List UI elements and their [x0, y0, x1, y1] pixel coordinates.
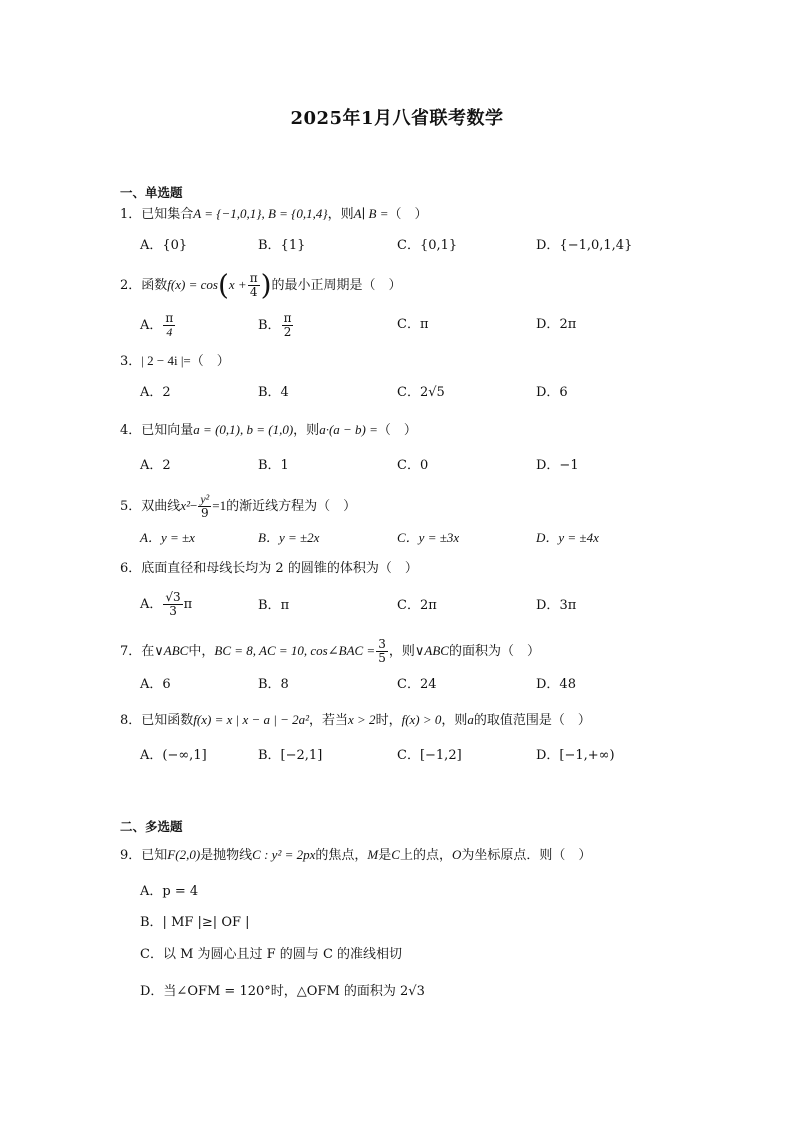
option-d: D．6	[536, 385, 568, 400]
option-letter: C．	[397, 317, 420, 332]
option-value: π	[183, 597, 193, 612]
question-text: 的取值范围是	[473, 713, 552, 728]
fraction	[248, 272, 260, 299]
question-text: 中，	[188, 644, 215, 659]
fraction	[198, 493, 211, 520]
answer-blank: （ ）	[362, 278, 402, 293]
question-text: 时，	[375, 713, 402, 728]
option-b	[258, 312, 294, 339]
option-b: B．{1}	[258, 238, 306, 253]
math-expression: f(x) = cos	[167, 277, 218, 292]
question-text: 上的点，	[399, 848, 452, 863]
option-letter: D．	[536, 598, 560, 613]
fraction-denominator: 5	[378, 651, 386, 665]
math-variable: M	[367, 847, 379, 862]
fraction-denominator: 3	[169, 604, 177, 618]
option-letter: A．	[140, 597, 163, 612]
answer-blank: （ ）	[190, 354, 230, 369]
option-c: C．0	[397, 458, 429, 473]
option-c	[397, 597, 437, 615]
option-d	[536, 597, 576, 615]
fraction-numerator: π	[249, 271, 258, 285]
fraction-numerator: y²	[200, 492, 210, 506]
option-a: A．p = 4	[140, 884, 199, 899]
question-text: 的最小正周期是	[271, 278, 363, 293]
question-text: 是抛物线	[200, 848, 253, 863]
question-text: 为坐标原点．则	[461, 848, 553, 863]
question-number: 1．	[120, 207, 142, 222]
question-text: ，则	[293, 423, 320, 438]
option-letter: D．	[536, 317, 560, 332]
question-3	[120, 352, 230, 371]
fraction-numerator: √3	[165, 590, 181, 604]
question-text: 函数	[141, 278, 168, 293]
question-7	[120, 638, 540, 665]
question-9	[120, 846, 591, 865]
answer-blank: （ ）	[388, 207, 428, 222]
option-c: C．{0,1}	[397, 238, 458, 253]
question-number: 7．	[120, 644, 142, 659]
question-2	[120, 268, 402, 302]
option-b: B．4	[258, 385, 289, 400]
option-value: π	[419, 317, 429, 332]
question-text: 已知向量	[141, 423, 194, 438]
option-c: C．[−1,2]	[397, 748, 462, 763]
fraction-denominator: 2	[283, 325, 292, 339]
fraction	[282, 312, 294, 339]
page-title: 2025年1月八省联考数学	[290, 108, 504, 129]
option-value: 3π	[559, 598, 577, 613]
section-heading-multiple-choice: 二、多选题	[120, 819, 183, 834]
option-a	[140, 312, 176, 339]
answer-blank: （ ）	[317, 499, 357, 514]
question-text: 底面直径和母线长均为 2 的圆锥的体积为	[141, 561, 379, 576]
question-text: 已知	[141, 848, 168, 863]
fraction	[163, 312, 175, 339]
option-c: C．y = ±3x	[397, 530, 460, 545]
option-value: 2π	[559, 317, 577, 332]
answer-blank: （ ）	[378, 561, 418, 576]
math-expression: f(x) = x | x − a | − 2a²	[193, 712, 309, 727]
math-expression: BC = 8, AC = 10, cos∠BAC =	[214, 643, 376, 658]
math-expression: ABC	[163, 643, 189, 658]
question-number: 4．	[120, 423, 142, 438]
fraction-numerator: 3	[378, 637, 386, 651]
math-expression: | 2 − 4i |=	[141, 353, 191, 368]
option-a	[140, 591, 192, 618]
math-expression: f(x) > 0	[401, 712, 442, 727]
question-number: 6．	[120, 561, 142, 576]
math-expression: =1	[212, 498, 227, 513]
option-letter: C．	[397, 598, 420, 613]
question-number: 2．	[120, 278, 142, 293]
question-number: 8．	[120, 713, 142, 728]
math-expression: A∣ B =	[353, 206, 389, 221]
question-text: ，若当	[309, 713, 349, 728]
math-variable: O	[451, 847, 462, 862]
option-b: B．8	[258, 677, 289, 692]
option-d: D．[−1,+∞)	[536, 748, 615, 763]
question-text: 在∨	[141, 644, 164, 659]
option-letter: B．	[258, 318, 281, 333]
question-number: 9．	[120, 848, 142, 863]
option-d: D．y = ±4x	[536, 530, 599, 545]
left-paren: (	[217, 268, 229, 302]
question-text: 双曲线	[141, 499, 181, 514]
math-expression: F(2,0)	[167, 847, 201, 862]
option-a: A．y = ±x	[140, 530, 195, 545]
answer-blank: （ ）	[500, 644, 540, 659]
right-paren: )	[260, 268, 272, 302]
answer-blank: （ ）	[377, 423, 417, 438]
question-text: ，则	[441, 713, 468, 728]
option-a: A．6	[140, 677, 171, 692]
math-expression: A = {−1,0,1}, B = {0,1,4}	[193, 206, 328, 221]
option-b: B．[−2,1]	[258, 748, 323, 763]
math-variable: C	[391, 847, 400, 862]
option-a: A．2	[140, 458, 171, 473]
question-8	[120, 711, 591, 730]
math-expression: ABC	[424, 643, 449, 658]
option-d: D．{−1,0,1,4}	[536, 238, 633, 253]
fraction-denominator: 4	[249, 285, 258, 299]
question-1	[120, 205, 428, 224]
fraction-denominator: 9	[200, 506, 209, 520]
fraction	[163, 591, 182, 618]
fraction	[376, 638, 388, 665]
math-expression: a = (0,1), b = (1,0)	[193, 422, 294, 437]
question-number: 3．	[120, 354, 142, 369]
option-c	[397, 316, 429, 334]
option-b: B．y = ±2x	[258, 530, 320, 545]
answer-blank: （ ）	[551, 713, 591, 728]
option-value: π	[280, 598, 290, 613]
question-text: ，则∨	[388, 644, 425, 659]
option-value: 2π	[419, 598, 437, 613]
option-b: B．| MF |≥| OF |	[140, 915, 250, 930]
question-6	[120, 560, 418, 578]
question-4	[120, 421, 417, 440]
math-operator: −	[189, 498, 198, 513]
option-b	[258, 597, 289, 615]
option-c: C．24	[397, 677, 437, 692]
question-text: ，则	[327, 207, 354, 222]
option-a: A．(−∞,1]	[140, 748, 207, 763]
math-expression: x > 2	[348, 712, 376, 727]
answer-blank: （ ）	[552, 848, 592, 863]
fraction-numerator: π	[283, 311, 292, 325]
question-text: 是	[378, 848, 392, 863]
option-c: C．以 M 为圆心且过 F 的圆与 C 的准线相切	[140, 947, 403, 962]
option-letter: B．	[258, 598, 281, 613]
option-d: D．−1	[536, 458, 579, 473]
option-d	[536, 316, 576, 334]
question-text: 已知集合	[141, 207, 194, 222]
option-d: D．48	[536, 677, 576, 692]
option-b: B．1	[258, 458, 289, 473]
question-text: 的渐近线方程为	[226, 499, 318, 514]
option-d: D．当∠OFM = 120°时，△OFM 的面积为 2√3	[140, 984, 425, 999]
math-expression: x +	[228, 277, 247, 292]
question-5	[120, 493, 356, 520]
math-variable: a	[467, 712, 474, 727]
option-a: A．{0}	[140, 238, 188, 253]
question-text: 已知函数	[141, 713, 194, 728]
option-letter: A．	[140, 318, 163, 333]
section-heading-single-choice: 一、单选题	[120, 185, 183, 200]
question-number: 5．	[120, 499, 142, 514]
fraction-denominator: 4	[166, 325, 173, 339]
fraction-numerator: π	[165, 311, 174, 325]
math-expression: a·(a − b) =	[319, 422, 378, 437]
option-c: C．2√5	[397, 385, 445, 400]
question-text: 的面积为	[448, 644, 501, 659]
option-a: A．2	[140, 385, 171, 400]
math-expression: C : y² = 2px	[252, 847, 316, 862]
math-expression: x²	[180, 498, 190, 513]
question-text: 的焦点，	[315, 848, 368, 863]
